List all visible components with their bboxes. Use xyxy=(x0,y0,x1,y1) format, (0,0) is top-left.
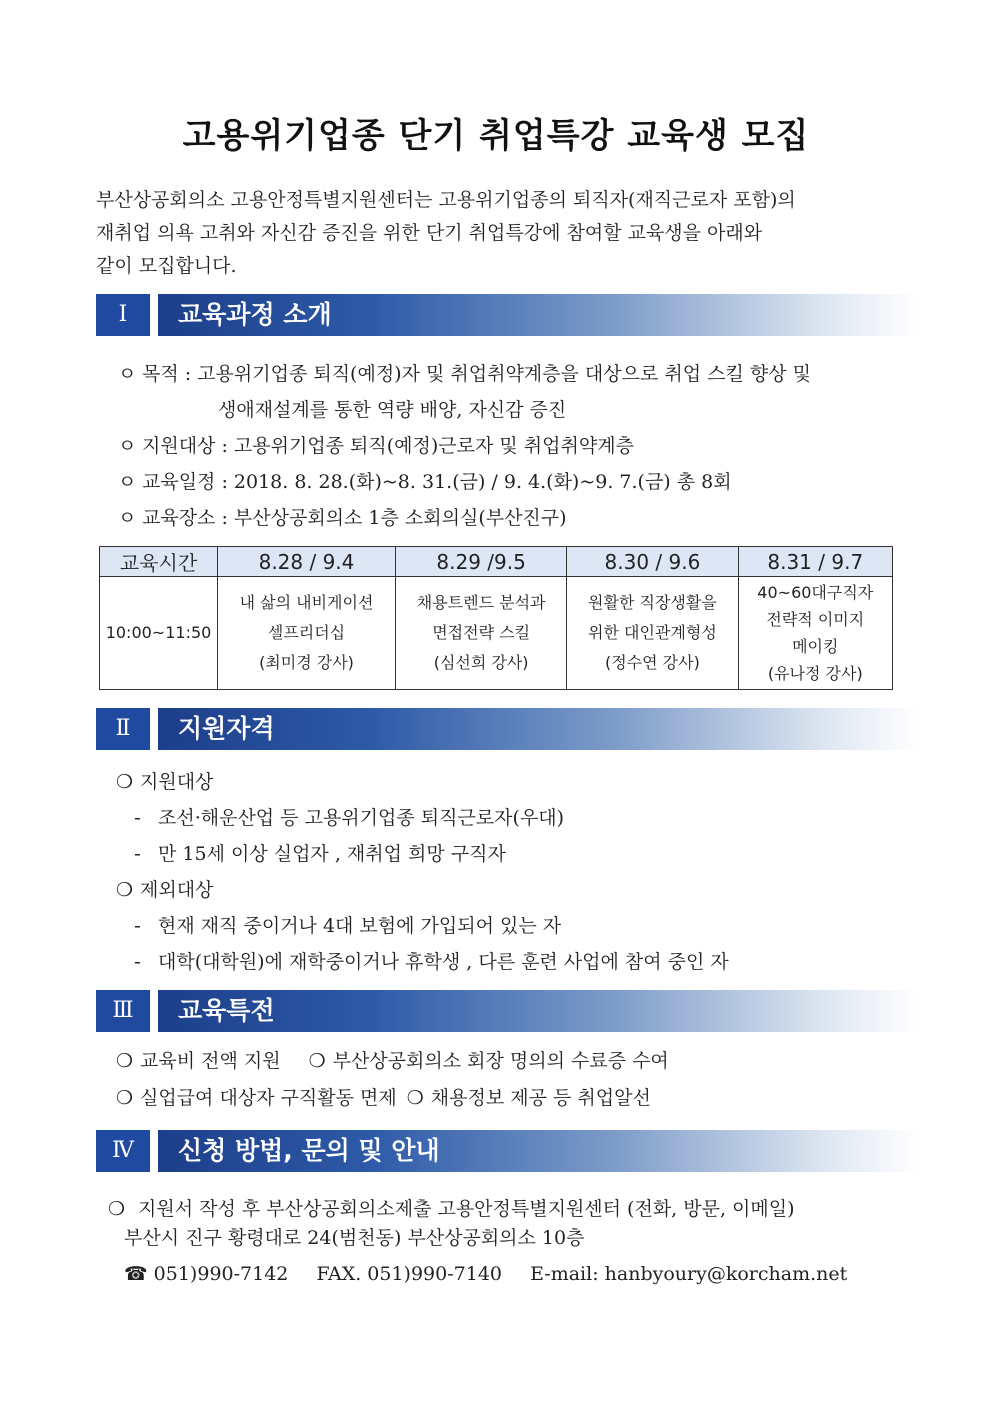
course-item-target: ㅇ 지원대상 : 고용위기업종 퇴직(예정)근로자 및 취업취약계층 xyxy=(118,435,634,457)
session-cell: 내 삶의 내비게이션 셀프리더십 (최미경 강사) xyxy=(218,577,396,690)
circle-bullet-icon: ❍ xyxy=(116,1087,134,1109)
table-header: 교육시간 xyxy=(100,547,218,577)
apply-method: ❍ 지원서 작성 후 부산상공회의소제출 고용안정특별지원센터 (전화, 방문, 이메일) xyxy=(108,1198,795,1220)
section-title: 교육과정 소개 xyxy=(178,300,332,329)
page-title: 고용위기업종 단기 취업특강 교육생 모집 xyxy=(182,116,810,156)
qualification-exclude-item: - 현재 재직 중이거나 4대 보험에 가입되어 있는 자 xyxy=(134,915,562,937)
hollow-bullet-icon: ㅇ xyxy=(118,507,137,529)
table-header: 8.28 / 9.4 xyxy=(218,547,396,577)
qualification-target-item: - 조선·해운산업 등 고용위기업종 퇴직근로자(우대) xyxy=(134,807,565,829)
email-address: E-mail: hanbyoury@korcham.net xyxy=(530,1263,848,1285)
phone-icon: ☎ xyxy=(124,1263,148,1285)
table-header-row xyxy=(100,547,893,577)
intro-line: 부산상공회의소 고용안정특별지원센터는 고용위기업종의 퇴직자(재직근로자 포함)의 xyxy=(96,189,796,211)
hollow-bullet-icon: ㅇ xyxy=(118,363,137,385)
table-row xyxy=(100,577,893,690)
apply-address: 부산시 진구 황령대로 24(범천동) 부산상공회의소 10층 xyxy=(124,1227,585,1249)
section-header-course xyxy=(96,294,920,336)
table-header: 8.30 / 9.6 xyxy=(567,547,738,577)
hollow-bullet-icon: ㅇ xyxy=(118,471,137,493)
phone-number: 051)990-7142 xyxy=(153,1263,289,1285)
section-title: 교육특전 xyxy=(178,996,275,1025)
fax-number: FAX. 051)990-7140 xyxy=(316,1263,503,1285)
session-cell: 원활한 직장생활을 위한 대인관계형성 (정수연 강사) xyxy=(567,577,738,690)
session-cell: 40~60대구직자 전략적 이미지 메이킹 (유나정 강사) xyxy=(738,577,892,690)
circle-bullet-icon: ❍ xyxy=(116,1050,134,1072)
dash-icon: - xyxy=(134,843,141,865)
section-header-benefits xyxy=(96,990,920,1032)
section-header-apply xyxy=(96,1130,920,1172)
session-cell: 채용트렌드 분석과 면접전략 스킬 (심선희 강사) xyxy=(396,577,567,690)
dash-icon: - xyxy=(134,915,141,937)
qualification-target-label: ❍ 지원대상 xyxy=(116,771,214,793)
time-cell: 10:00~11:50 xyxy=(100,577,218,690)
intro-paragraph xyxy=(96,184,896,283)
qualification-target-item: - 만 15세 이상 실업자 , 재취업 희망 구직자 xyxy=(134,843,506,865)
intro-line: 같이 모집합니다. xyxy=(96,255,237,277)
section-number: Ⅰ xyxy=(96,294,150,336)
table-header: 8.29 /9.5 xyxy=(396,547,567,577)
section-title: 지원자격 xyxy=(178,714,275,743)
qualification-exclude-item: - 대학(대학원)에 재학중이거나 휴학생 , 다른 훈련 사업에 참여 중인 자 xyxy=(134,951,729,973)
section-number: Ⅳ xyxy=(96,1130,150,1172)
course-item-location: ㅇ 교육장소 : 부산상공회의소 1층 소회의실(부산진구) xyxy=(118,507,567,529)
dash-icon: - xyxy=(134,951,141,973)
qualification-exclude-label: ❍ 제외대상 xyxy=(116,879,214,901)
section-number: Ⅲ xyxy=(96,990,150,1032)
dash-icon: - xyxy=(134,807,141,829)
circle-bullet-icon: ❍ xyxy=(116,771,134,793)
schedule-table xyxy=(99,546,893,690)
intro-line: 재취업 의욕 고취와 자신감 증진을 위한 단기 취업특강에 참여할 교육생을 아래와 xyxy=(96,222,763,244)
benefit-row: ❍ 교육비 전액 지원 ❍ 부산상공회의소 회장 명의의 수료증 수여 xyxy=(116,1050,669,1072)
table-header: 8.31 / 9.7 xyxy=(738,547,892,577)
circle-bullet-icon: ❍ xyxy=(116,879,134,901)
contact-info xyxy=(124,1263,869,1285)
circle-bullet-icon: ❍ xyxy=(108,1198,126,1220)
benefit-row: ❍ 실업급여 대상자 구직활동 면제 ❍ 채용정보 제공 등 취업알선 xyxy=(116,1087,651,1109)
section-title: 신청 방법, 문의 및 안내 xyxy=(178,1136,440,1165)
circle-bullet-icon: ❍ xyxy=(308,1050,326,1072)
hollow-bullet-icon: ㅇ xyxy=(118,435,137,457)
section-header-qualification xyxy=(96,708,920,750)
section-number: Ⅱ xyxy=(96,708,150,750)
circle-bullet-icon: ❍ xyxy=(406,1087,424,1109)
course-item-schedule: ㅇ 교육일정 : 2018. 8. 28.(화)~8. 31.(금) / 9. 4.(화)~9. 7.(금) 총 8회 xyxy=(118,471,732,493)
course-item-purpose-cont: 생애재설계를 통한 역량 배양, 자신감 증진 xyxy=(218,399,567,421)
course-item-purpose: ㅇ 목적 : 고용위기업종 퇴직(예정)자 및 취업취약계층을 대상으로 취업 스킬 향상 및 xyxy=(118,363,811,385)
